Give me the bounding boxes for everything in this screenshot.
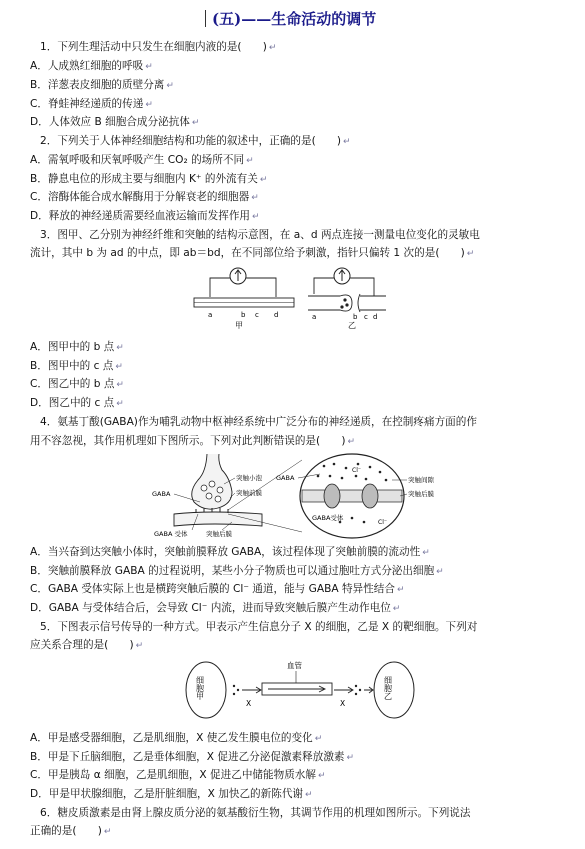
pilcrow-icon: ↵	[259, 175, 268, 185]
pilcrow-icon: ↵	[343, 137, 351, 147]
pilcrow-icon: ↵	[135, 641, 144, 651]
pilcrow-icon: ↵	[392, 604, 401, 614]
vesicle	[206, 493, 212, 499]
q2-option-c: C．溶酶体能合成水解酶用于分解衰老的细胞器 ↵	[30, 191, 259, 203]
pilcrow-icon: ↵	[145, 100, 153, 110]
label-b-jia: b	[241, 311, 246, 319]
q5-option-b: B．甲是下丘脑细胞，乙是垂体细胞，X 促进乙分泌促激素释放激素 ↵	[30, 751, 355, 763]
label-jia: 甲	[235, 321, 243, 330]
q3-option-c: C．图乙中的 b 点 ↵	[30, 378, 124, 390]
label-yi: 乙	[348, 321, 356, 330]
pilcrow-icon: ↵	[252, 212, 260, 222]
pilcrow-icon: ↵	[103, 827, 112, 837]
label-receptor: GABA 受体	[154, 530, 188, 538]
label-cleft: 突触间隙	[408, 476, 434, 484]
label-post: 突触后膜	[206, 530, 232, 538]
arrow-from-vessel-icon	[334, 687, 353, 693]
q5-stem-line2: 应关系合理的是( ) ↵	[30, 639, 144, 651]
pilcrow-icon: ↵	[318, 771, 326, 781]
pilcrow-icon: ↵	[251, 193, 259, 203]
q5-option-a: A．甲是感受器细胞，乙是肌细胞，X 使乙发生膜电位的变化 ↵	[30, 732, 323, 744]
pilcrow-icon: ↵	[347, 437, 356, 447]
label-gaba: GABA	[152, 490, 171, 498]
pilcrow-icon: ↵	[436, 567, 444, 577]
vesicle	[215, 496, 221, 502]
q1-option-a: A．人成熟红细胞的呼吸 ↵	[30, 60, 153, 72]
label-c-yi: c	[364, 313, 368, 321]
q3-figure	[190, 266, 390, 334]
q6-stem-line1: 6．糖皮质激素是由肾上腺皮质分泌的氨基酸衍生物，其调节作用的机理如图所示。下列说法	[40, 807, 471, 819]
label-cell-yi: 细胞乙	[383, 676, 393, 700]
q5-stem-line1: 5．下图表示信号传导的一种方式。甲表示产生信息分子 X 的细胞，乙是 X 的靶细胞。下列对	[40, 621, 478, 633]
label-c-jia: c	[255, 311, 259, 319]
vesicle	[343, 298, 346, 301]
q1-option-d: D．人体效应 B 细胞合成分泌抗体 ↵	[30, 116, 200, 128]
label-a-jia: a	[208, 311, 213, 319]
pilcrow-icon: ↵	[246, 156, 254, 166]
pilcrow-icon: ↵	[115, 362, 123, 372]
zoom-line	[228, 460, 302, 510]
q4-figure	[152, 452, 452, 540]
label-cl-bottom: Cl⁻	[378, 519, 388, 526]
vesicle	[340, 305, 343, 308]
label-cl-top: Cl⁻	[352, 467, 362, 474]
q4-stem-line2: 用不容忽视，其作用机理如下图所示。下列对此判断错误的是( ) ↵	[30, 435, 356, 447]
label-x-right: X	[340, 699, 346, 708]
label-post-zoom: 突触后膜	[408, 490, 434, 498]
arrow-to-vessel-icon	[242, 687, 261, 693]
q4-stem-line1: 4．氨基丁酸(GABA)作为哺乳动物中枢神经系统中广泛分布的神经递质，在控制疼痛方面的作	[40, 416, 477, 428]
q5-figure	[180, 656, 420, 722]
postsynaptic-membrane	[358, 294, 386, 312]
pilcrow-icon: ↵	[116, 380, 124, 390]
q4-option-d: D．GABA 与受体结合后，会导致 Cl⁻ 内流，进而导致突触后膜产生动作电位 ↵	[30, 602, 401, 614]
vesicle	[209, 481, 215, 487]
figure-yi-synapse	[308, 268, 386, 330]
gaba-receptor-channel	[324, 484, 340, 508]
q6-stem-line2: 正确的是( ) ↵	[30, 825, 112, 837]
label-d-jia: d	[274, 311, 279, 319]
pilcrow-icon: ↵	[191, 118, 200, 128]
q3-option-a: A．图甲中的 b 点 ↵	[30, 341, 124, 353]
q3-stem-line2: 流计，其中 b 为 ad 的中点，即 ab＝bd，在不同部位给予刺激，指针只偏转 1 次的是( ) ↵	[30, 247, 475, 259]
synapse-overview	[152, 454, 302, 538]
pilcrow-icon: ↵	[422, 548, 430, 558]
label-d-yi: d	[373, 313, 378, 321]
label-cell-jia: 细胞甲	[195, 676, 205, 700]
label-x-left: X	[246, 699, 252, 708]
figure-jia-nerve-fiber	[194, 268, 294, 330]
q3-option-d: D．图乙中的 c 点 ↵	[30, 397, 124, 409]
label-vesicle: 突触小泡	[236, 474, 262, 482]
q4-option-a: A．当兴奋到达突触小体时，突触前膜释放 GABA，该过程体现了突触前膜的流动性 ↵	[30, 546, 430, 558]
arrow-to-cell-icon	[364, 687, 373, 693]
q2-option-a: A．需氧呼吸和厌氧呼吸产生 CO₂ 的场所不同 ↵	[30, 154, 254, 166]
cell-yi	[374, 662, 414, 718]
q1-stem: 1．下列生理活动中只发生在细胞内液的是( ) ↵	[40, 41, 277, 53]
q4-option-c: C．GABA 受体实际上也是横跨突触后膜的 Cl⁻ 通道，能与 GABA 特异性结合 ↵	[30, 583, 405, 595]
q3-stem-line1: 3．图甲、乙分别为神经纤维和突触的结构示意图，在 a、d 两点连接一测量电位变化的灵敏电	[40, 229, 480, 241]
q5-option-c: C．甲是胰岛 α 细胞，乙是肌细胞，X 促进乙中储能物质水解 ↵	[30, 769, 326, 781]
label-pre: 突触前膜	[236, 489, 262, 497]
pilcrow-icon: ↵	[116, 343, 124, 353]
label-b-yi: b	[353, 313, 358, 321]
cursor-bar	[205, 10, 206, 27]
synapse-zoom	[276, 454, 435, 538]
q5-option-d: D．甲是甲状腺细胞，乙是肝脏细胞，X 加快乙的新陈代谢 ↵	[30, 788, 313, 800]
pilcrow-icon: ↵	[346, 753, 355, 763]
pilcrow-icon: ↵	[305, 790, 313, 800]
vesicle	[345, 303, 348, 306]
q3-option-b: B．图甲中的 c 点 ↵	[30, 360, 123, 372]
label-vessel: 血管	[287, 661, 302, 670]
x-molecules-left	[233, 685, 239, 695]
cell-jia	[186, 662, 226, 718]
page-title: (五)——生命活动的调节	[205, 8, 376, 29]
pilcrow-icon: ↵	[145, 62, 153, 72]
q1-option-b: B．洋葱表皮细胞的质壁分离 ↵	[30, 79, 174, 91]
pilcrow-icon: ↵	[116, 399, 124, 409]
pilcrow-icon: ↵	[166, 81, 174, 91]
q2-stem: 2．下列关于人体神经细胞结构和功能的叙述中，正确的是( ) ↵	[40, 135, 351, 147]
vesicle	[217, 487, 223, 493]
axon-terminal	[308, 295, 352, 311]
q1-option-c: C．脊蛙神经递质的传递 ↵	[30, 98, 153, 110]
label-gaba-zoom: GABA	[276, 474, 295, 482]
q4-option-b: B．突触前膜释放 GABA 的过程说明，某些小分子物质也可以通过胞吐方式分泌出细胞 ↵	[30, 565, 444, 577]
label-a-yi: a	[312, 313, 317, 321]
pilcrow-icon: ↵	[314, 734, 323, 744]
q2-option-b: B．静息电位的形成主要与细胞内 K⁺ 的外流有关 ↵	[30, 173, 268, 185]
pilcrow-icon: ↵	[268, 43, 277, 53]
pilcrow-icon: ↵	[466, 249, 475, 259]
q2-option-d: D．释放的神经递质需要经血液运输而发挥作用 ↵	[30, 210, 260, 222]
label-receptor-zoom: GABA受体	[312, 514, 344, 522]
postsynaptic-membrane-band	[302, 490, 402, 502]
x-molecules-right	[355, 685, 361, 695]
gaba-receptor-channel	[362, 484, 378, 508]
pilcrow-icon: ↵	[396, 585, 405, 595]
vesicle	[201, 485, 207, 491]
